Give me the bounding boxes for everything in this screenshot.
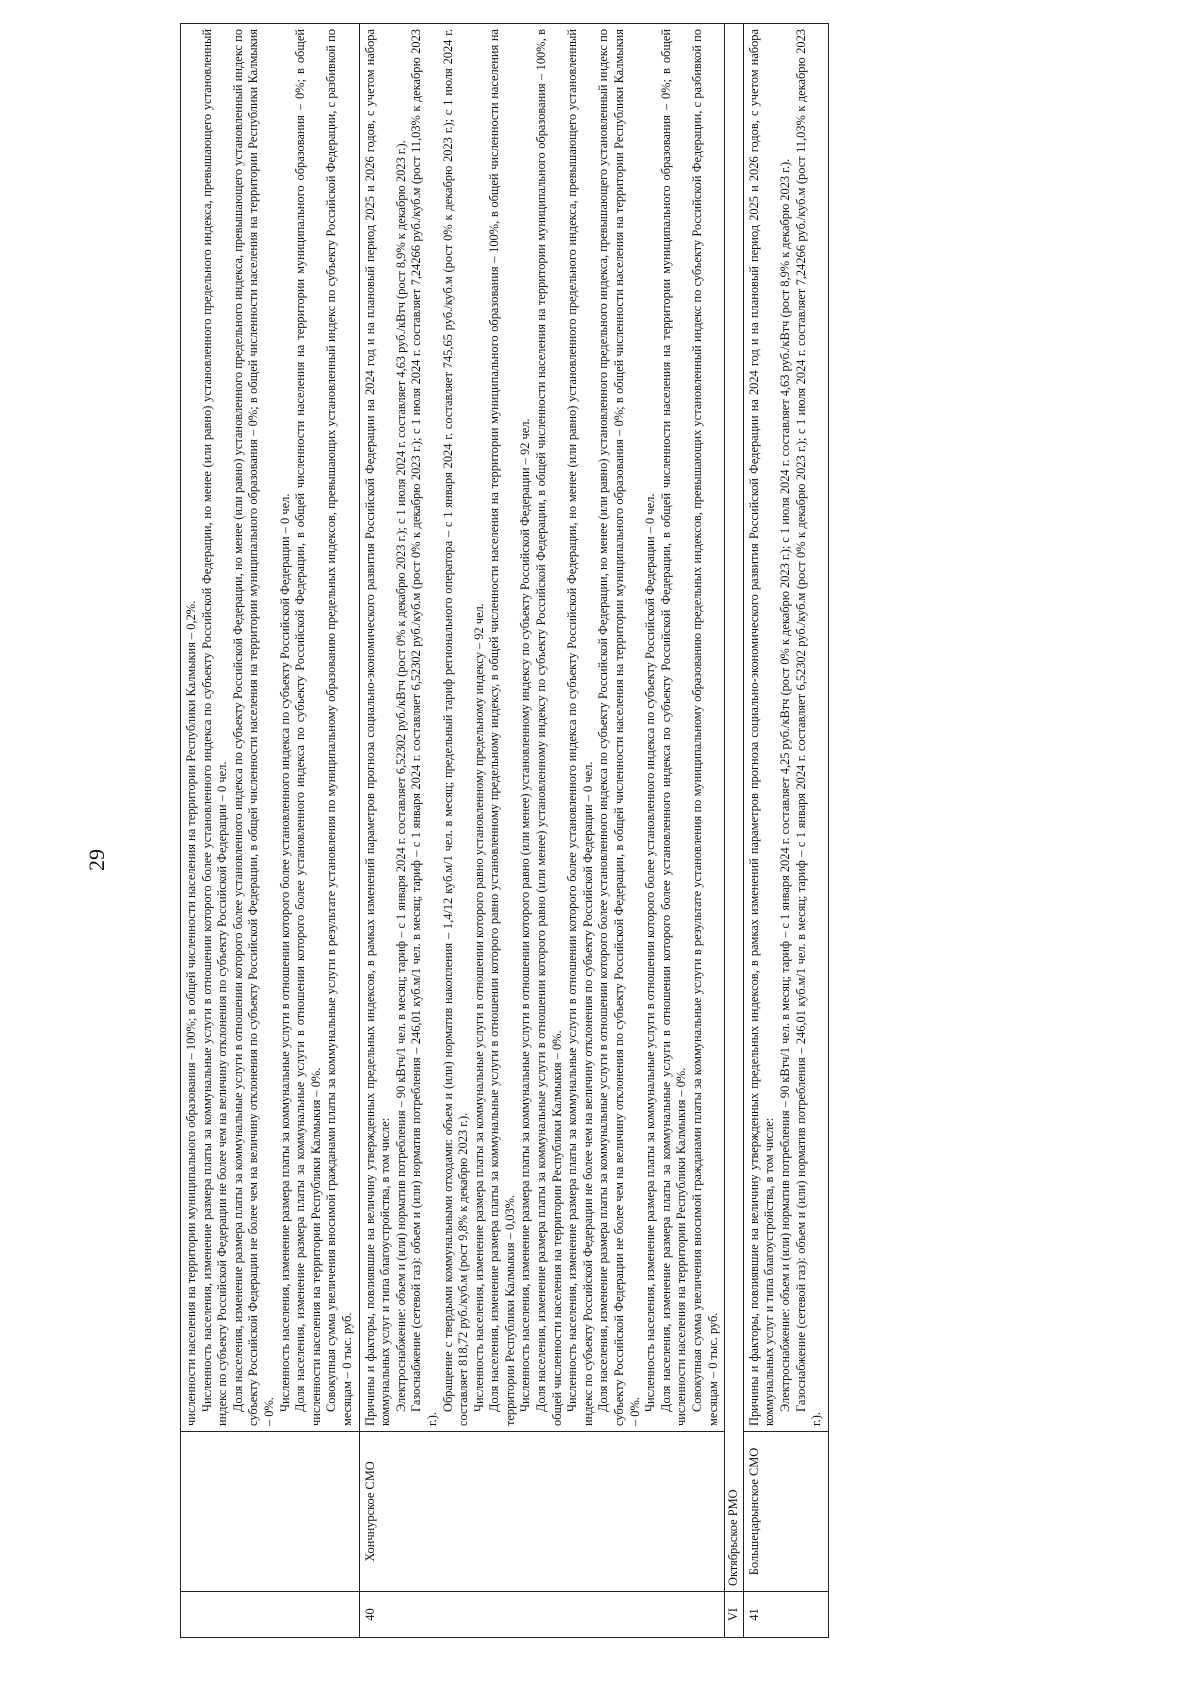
description-cell [359, 24, 725, 1432]
paragraph: Доля населения, изменение размера платы за коммунальные услуги в отношении которого более установленного индекса по субъекту Российской Федерации, но менее (или равно) установленного предельного индекса, превышающего установленный индекс по субъекту Российской Федерации не более чем на величину отклонения по субъекту Российской Федерации, в общей численности населения на территории муниципального образования – 0%; в общей численности населения на территории Республики Калмыкия – 0%. [230, 29, 276, 1426]
index-table [180, 23, 829, 1638]
paragraph: Причины и факторы, повлиявшие на величину утвержденных предельных индексов, в рамках изменений параметров прогноза социально-экономического развития Российской Федерации на 2024 год и на плановый период 2025 и 2026 годов, с учетом набора коммунальных услуг и типа благоустройства, в том числе: [362, 29, 393, 1426]
paragraph: Доля населения, изменение размера платы за коммунальные услуги в отношении которого более установленного индекса по субъекту Российской Федерации, в общей численности населения на территории муниципального образования – 0%; в общей численности населения на территории Республики Калмыкия – 0%. [658, 29, 689, 1426]
row-number-cell: 41 [743, 1592, 828, 1638]
municipality-name-cell: Большецарынское СМО [743, 1432, 828, 1592]
row-number-cell: 40 [359, 1592, 725, 1638]
paragraph: Обращение с твердыми коммунальными отходами: объем и (или) норматив накопления – 1,4/12 куб.м/1 чел. в месяц; предельный тариф регионального оператора – с 1 января 2024 г. составляет 745,65 руб./куб.м (рост 0% к декабрю 2023 г.); с 1 июля 2024 г. составляет 818,72 руб./куб.м (рост 9,8% к декабрю 2023 г.). [440, 29, 471, 1426]
page-number: 29 [84, 849, 109, 871]
municipality-name-cell: Хончнурское СМО [359, 1432, 725, 1592]
paragraph: Газоснабжение (сетевой газ): объем и (или) норматив потребления – 246,01 куб.м/1 чел. в месяц; тариф – с 1 января 2024 г. составляет 6,52302 руб./куб.м (рост 0% к декабрю 2023 г.); с 1 июля 2024 г. составляет 7,24266 руб./куб.м (рост 11,03% к декабрю 2023 г.). [793, 29, 824, 1426]
paragraph: Совокупная сумма увеличения вносимой гражданами платы за коммунальные услуги в результате установления по муниципальному образованию предельных индексов, превышающих установленный индекс по субъекту Российской Федерации, с разбивкой по месяцам – 0 тыс. руб. [690, 29, 720, 1426]
description-cell [743, 24, 828, 1432]
paragraph: Численность населения, изменение размера платы за коммунальные услуги в отношении которого более установленного индекса по субъекту Российской Федерации – 0 чел. [277, 493, 292, 1412]
paragraph: Доля населения, изменение размера платы за коммунальные услуги в отношении которого равно установленному предельному индексу, в общей численности населения на территории муниципального образования – 100%, в общей численности населения на территории Республики Калмыкия – 0,03%. [487, 29, 517, 1426]
paragraph: Совокупная сумма увеличения вносимой гражданами платы за коммунальные услуги в результате установления по муниципальному образованию предельных индексов, превышающих установленный индекс по субъекту Российской Федерации, с разбивкой по месяцам – 0 тыс. руб. [324, 29, 354, 1426]
description-cell [181, 24, 360, 1432]
paragraph: Численность населения, изменение размера платы за коммунальные услуги в отношении которого более установленного индекса по субъекту Российской Федерации, но менее (или равно) установленного предельного индекса, превышающего установленный индекс по субъекту Российской Федерации не более чем на величину отклонения по субъекту Российской Федерации – 0 чел. [565, 29, 595, 1426]
paragraph: Численность населения, изменение размера платы за коммунальные услуги в отношении которого равно установленному предельному индексу – 92 чел. [471, 603, 486, 1412]
paragraph: Численность населения, изменение размера платы за коммунальные услуги в отношении которого более установленного индекса по субъекту Российской Федерации, но менее (или равно) установленного предельного индекса, превышающего установленный индекс по субъекту Российской Федерации не более чем на величину отклонения по субъекту Российской Федерации – 0 чел. [199, 29, 230, 1426]
paragraph: Численность населения, изменение размера платы за коммунальные услуги в отношении которого равно (или менее) установленному индексу по субъекту Российской Федерации – 92 чел. [518, 418, 533, 1412]
paragraph: Электроснабжение: объем и (или) норматив потребления – 90 кВтч/1 чел. в месяц; тариф – с 1 января 2024 г. составляет 4,25 руб./кВтч (рост 0% к декабрю 2023 г.); с 1 июля 2024 г. составляет 4,63 руб./кВтч (рост 8,9% к декабрю 2023 г.). [777, 158, 792, 1412]
section-name-cell: Октябрьское РМО [725, 24, 744, 1592]
paragraph: Газоснабжение (сетевой газ): объем и (или) норматив потребления – 246,01 куб.м/1 чел. в месяц; тариф – с 1 января 2024 г. составляет 6,52302 руб./куб.м (рост 0% к декабрю 2023 г.); с 1 июля 2024 г. составляет 7,24266 руб./куб.м (рост 11,03% к декабрю 2023 г.). [409, 29, 439, 1426]
row-number-cell [181, 1592, 360, 1638]
municipality-name-cell [181, 1432, 360, 1592]
paragraph: численности населения на территории муниципального образования – 100%; в общей численности населения на территории Республики Калмыкия – 0,2%. [184, 600, 198, 1426]
section-number-cell: VI [725, 1592, 744, 1638]
paragraph: Доля населения, изменение размера платы за коммунальные услуги в отношении которого более установленного индекса по субъекту Российской Федерации, но менее (или равно) установленного предельного индекса, превышающего установленный индекс по субъекту Российской Федерации не более чем на величину отклонения по субъекту Российской Федерации, в общей численности населения на территории муниципального образования – 0%; в общей численности населения на территории Республики Калмыкия – 0%. [596, 29, 642, 1426]
paragraph: Причины и факторы, повлиявшие на величину утвержденных предельных индексов, в рамках изменений параметров прогноза социально-экономического развития Российской Федерации на 2024 год и на плановый период 2025 и 2026 годов, с учетом набора коммунальных услуг и типа благоустройства, в том числе: [746, 29, 777, 1426]
table-row [743, 24, 828, 1638]
table-row [181, 24, 360, 1638]
table-row [359, 24, 725, 1638]
paragraph: Доля населения, изменение размера платы за коммунальные услуги в отношении которого более установленного индекса по субъекту Российской Федерации, в общей численности населения на территории муниципального образования – 0%; в общей численности населения на территории Республики Калмыкия – 0%. [293, 29, 323, 1426]
section-row [725, 24, 744, 1638]
paragraph: Электроснабжение: объем и (или) норматив потребления – 90 кВтч/1 чел. в месяц; тариф – с 1 января 2024 г. составляет 6,52302 руб./кВтч (рост 0% к декабрю 2023 г.); с 1 июля 2024 г. составляет 4,63 руб./кВтч (рост 8,9% к декабрю 2023 г.). [393, 140, 408, 1412]
paragraph: Численность населения, изменение размера платы за коммунальные услуги в отношении которого более установленного индекса по субъекту Российской Федерации – 0 чел. [643, 493, 658, 1412]
paragraph: Доля населения, изменение размера платы за коммунальные услуги в отношении которого равно (или менее) установленному индексу по субъекту Российской Федерации, в общей численности населения на территории муниципального образования – 100%, в общей численности населения на территории Республики Калмыкия – 0%. [534, 29, 564, 1426]
